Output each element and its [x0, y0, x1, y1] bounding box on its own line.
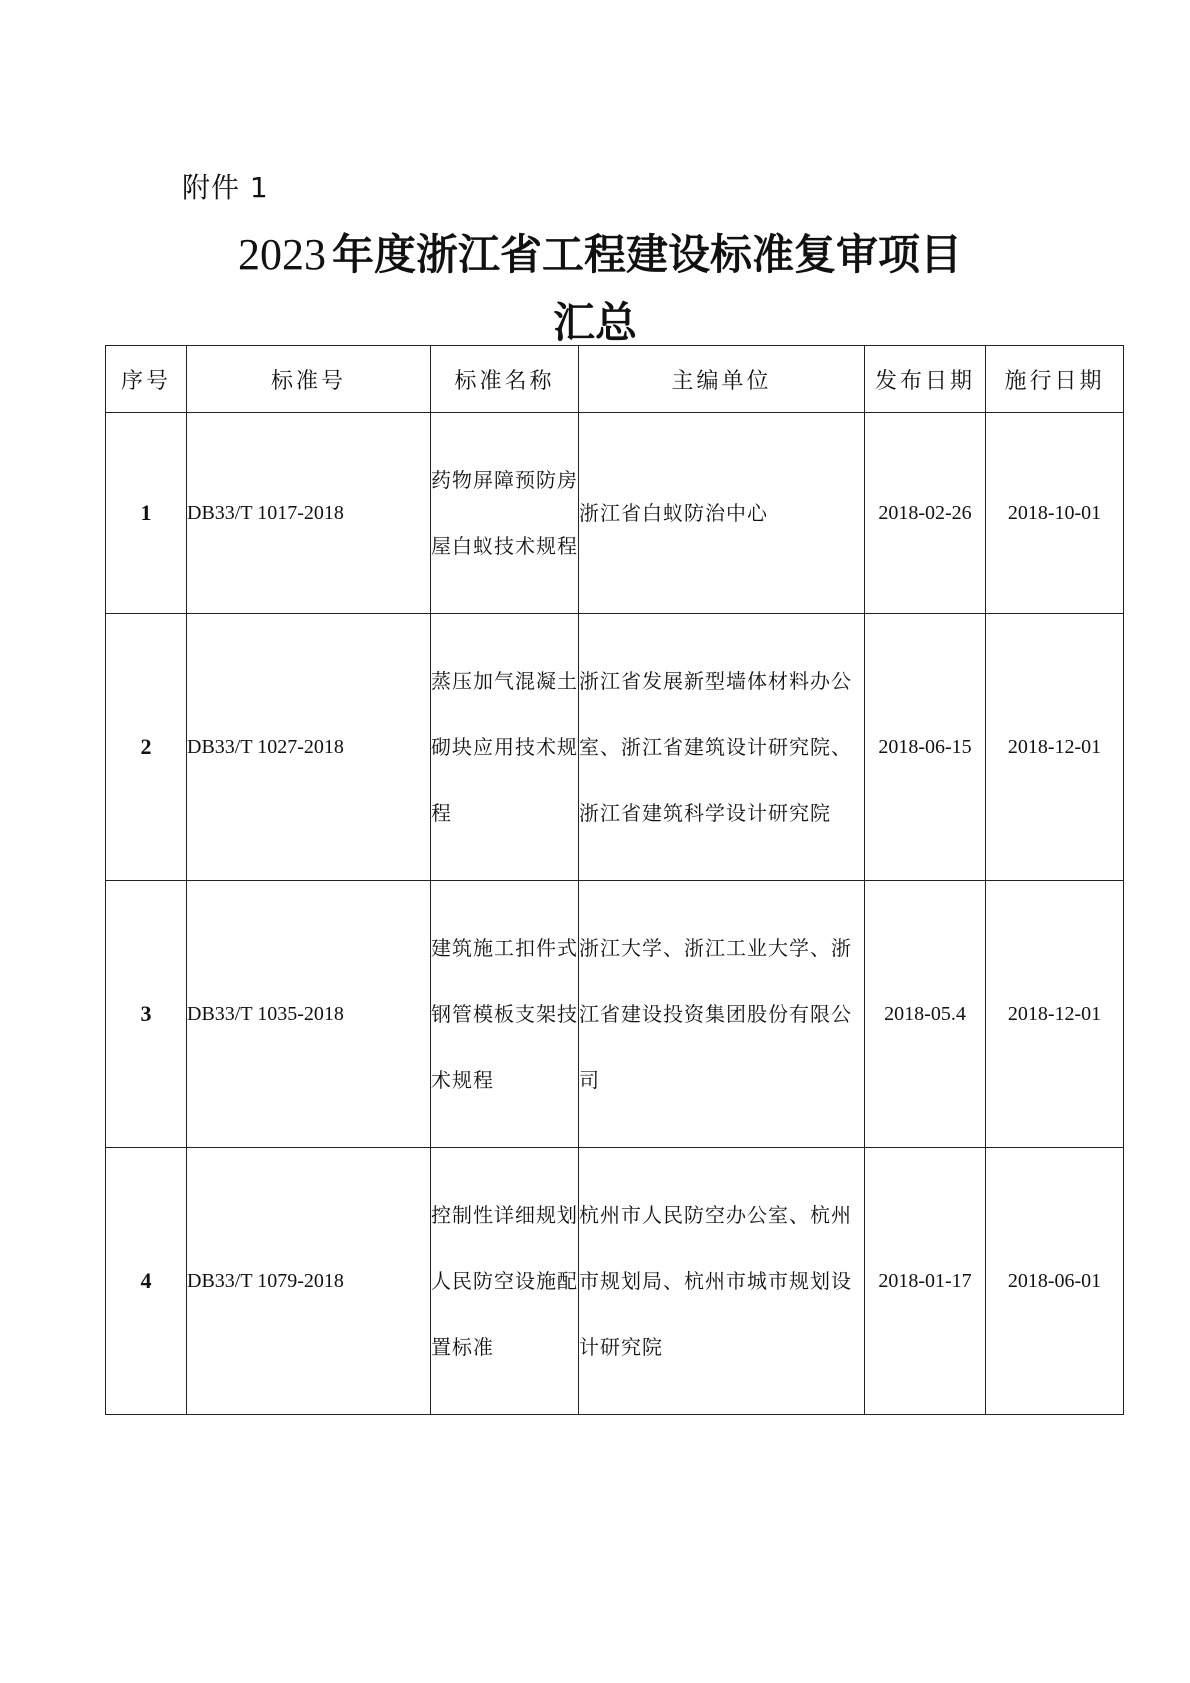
row-no: 1 — [106, 413, 187, 614]
row-no: 3 — [106, 881, 187, 1148]
header-no: 序号 — [106, 346, 187, 413]
header-effective: 施行日期 — [986, 346, 1124, 413]
header-org: 主编单位 — [579, 346, 865, 413]
row-no: 2 — [106, 614, 187, 881]
header-code: 标准号 — [187, 346, 431, 413]
table-header-row — [106, 346, 1124, 413]
row-effective: 2018-10-01 — [986, 413, 1124, 614]
row-effective: 2018-12-01 — [986, 881, 1124, 1148]
row-published: 2018-06-15 — [865, 614, 986, 881]
table-row — [106, 1148, 1124, 1415]
row-code: DB33/T 1035-2018 — [187, 881, 431, 1148]
row-name: 药物屏障预防房屋白蚁技术规程 — [431, 413, 579, 614]
row-code: DB33/T 1017-2018 — [187, 413, 431, 614]
row-org: 浙江省发展新型墙体材料办公室、浙江省建筑设计研究院、浙江省建筑科学设计研究院 — [579, 614, 865, 881]
row-code: DB33/T 1027-2018 — [187, 614, 431, 881]
row-org: 浙江省白蚁防治中心 — [579, 413, 865, 614]
table-row — [106, 413, 1124, 614]
row-code: DB33/T 1079-2018 — [187, 1148, 431, 1415]
row-effective: 2018-12-01 — [986, 614, 1124, 881]
row-org: 杭州市人民防空办公室、杭州市规划局、杭州市城市规划设计研究院 — [579, 1148, 865, 1415]
row-published: 2018-01-17 — [865, 1148, 986, 1415]
row-published: 2018-05.4 — [865, 881, 986, 1148]
page-title-line2: 汇总 — [552, 298, 637, 347]
title-year: 2023 — [237, 230, 326, 279]
page-title — [0, 222, 1190, 282]
header-name: 标准名称 — [431, 346, 579, 413]
row-name: 控制性详细规划人民防空设施配置标准 — [431, 1148, 579, 1415]
row-name: 蒸压加气混凝土砌块应用技术规程 — [431, 614, 579, 881]
standards-table — [105, 345, 1124, 1415]
row-effective: 2018-06-01 — [986, 1148, 1124, 1415]
row-org: 浙江大学、浙江工业大学、浙江省建设投资集团股份有限公司 — [579, 881, 865, 1148]
row-published: 2018-02-26 — [865, 413, 986, 614]
header-published: 发布日期 — [865, 346, 986, 413]
row-name: 建筑施工扣件式钢管模板支架技术规程 — [431, 881, 579, 1148]
table-row — [106, 614, 1124, 881]
table-row — [106, 881, 1124, 1148]
row-no: 4 — [106, 1148, 187, 1415]
attachment-label: 附件 1 — [182, 171, 269, 204]
title-main: 年度浙江省工程建设标准复审项目 — [331, 230, 962, 279]
